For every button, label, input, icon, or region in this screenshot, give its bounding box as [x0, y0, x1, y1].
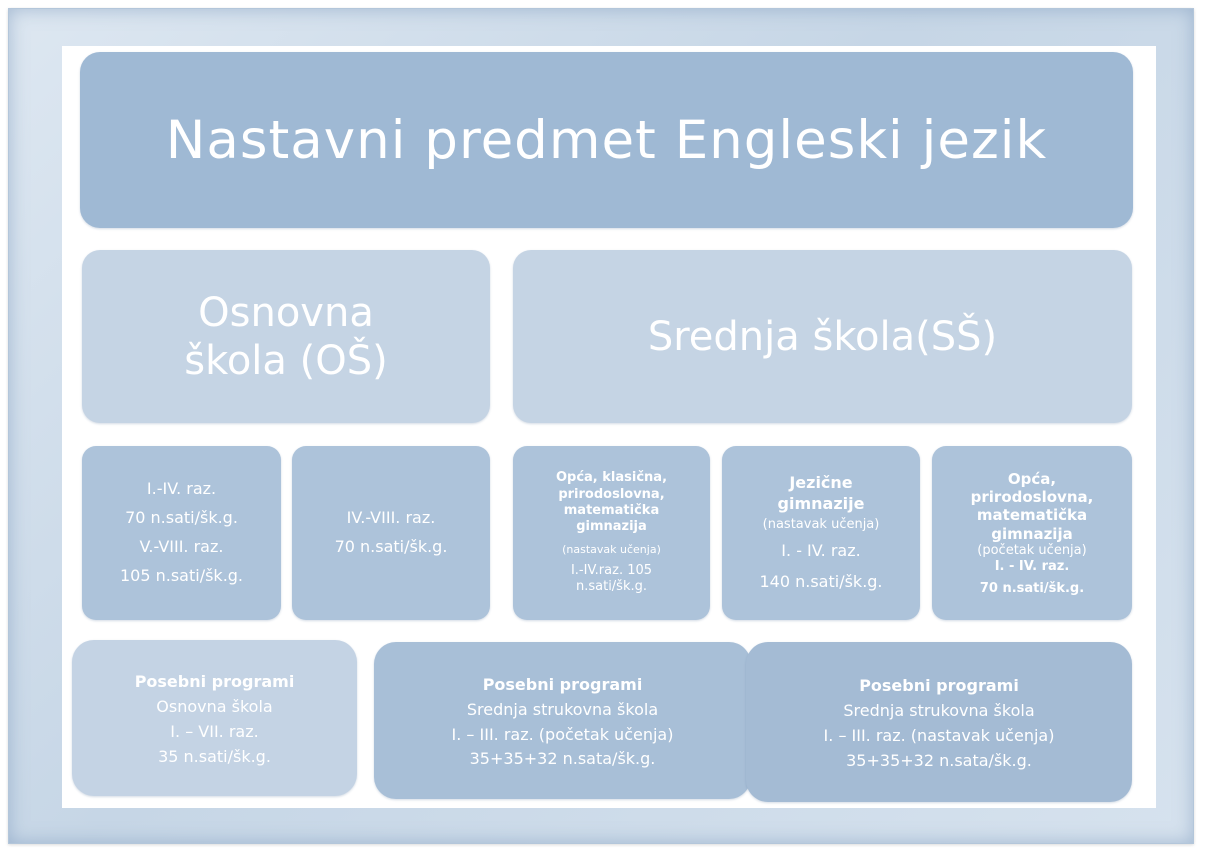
cell-jezicne-gimnazije — [722, 446, 920, 620]
cell-text: 70 n.sati/šk.g. — [979, 580, 1085, 596]
cell-heading: prirodoslovna, — [970, 487, 1094, 506]
cell-text: 105 n.sati/šk.g. — [119, 565, 244, 585]
cell-text: I.-IV. raz. — [146, 479, 217, 499]
special-text: 35+35+32 n.sata/šk.g. — [846, 750, 1032, 770]
cell-heading: Opća, — [1007, 469, 1057, 488]
cell-text: 70 n.sati/šk.g. — [125, 508, 238, 528]
cell-heading: gimnazije — [777, 493, 865, 513]
special-heading: Posebni programi — [134, 672, 295, 692]
cell-text: V.-VIII. raz. — [139, 537, 224, 556]
special-program-ss-pocetak — [374, 642, 751, 799]
level-label-line: škola (OŠ) — [184, 337, 388, 384]
cell-note: (nastavak učenja) — [562, 543, 661, 557]
special-text: Srednja strukovna škola — [843, 701, 1035, 721]
cell-text: I.-IV.raz. 105 — [570, 563, 653, 579]
cell-os-lower-upper — [82, 446, 281, 620]
level-srednja-skola — [513, 250, 1132, 423]
cell-heading: Jezične — [789, 472, 853, 492]
cell-heading: gimnazija — [576, 519, 647, 535]
cell-text: n.sati/šk.g. — [575, 579, 648, 595]
special-text: I. – III. raz. (nastavak učenja) — [823, 726, 1055, 745]
special-heading: Posebni programi — [859, 676, 1019, 696]
special-program-os — [72, 640, 357, 796]
special-text: I. – VII. raz. — [170, 722, 259, 741]
special-text: Osnovna škola — [156, 697, 273, 717]
cell-note: (nastavak učenja) — [762, 516, 880, 532]
cell-text: I. - IV. raz. — [994, 558, 1070, 574]
cell-os-upper — [292, 446, 490, 620]
cell-heading: Opća, klasična, — [555, 470, 668, 486]
cell-text: I. - IV. raz. — [781, 541, 861, 561]
level-label-line: Osnovna — [198, 289, 374, 336]
special-heading: Posebni programi — [482, 674, 643, 694]
cell-heading: gimnazija — [991, 524, 1073, 543]
cell-heading: matematička — [976, 506, 1088, 525]
cell-text: 70 n.sati/šk.g. — [334, 537, 448, 556]
cell-text: 140 n.sati/šk.g. — [759, 572, 883, 592]
cell-gimnazija-pocetak — [932, 446, 1132, 620]
special-text: I. – III. raz. (početak učenja) — [451, 724, 674, 744]
cell-text: IV.-VIII. raz. — [346, 508, 436, 528]
cell-heading: matematička — [563, 502, 660, 518]
level-label: Srednja škola(SŠ) — [647, 313, 998, 360]
special-program-ss-nastavak — [746, 642, 1132, 802]
special-text: Srednja strukovna škola — [466, 699, 659, 719]
cell-note: (početak učenja) — [977, 542, 1087, 558]
cell-heading: prirodoslovna, — [558, 486, 665, 502]
special-text: 35 n.sati/šk.g. — [158, 746, 271, 766]
cell-gimnazija-nastavak — [513, 446, 710, 620]
level-osnovna-skola — [82, 250, 490, 423]
diagram-title — [80, 52, 1133, 228]
special-text: 35+35+32 n.sata/šk.g. — [469, 749, 656, 769]
title-text: Nastavni predmet Engleski jezik — [165, 109, 1048, 171]
